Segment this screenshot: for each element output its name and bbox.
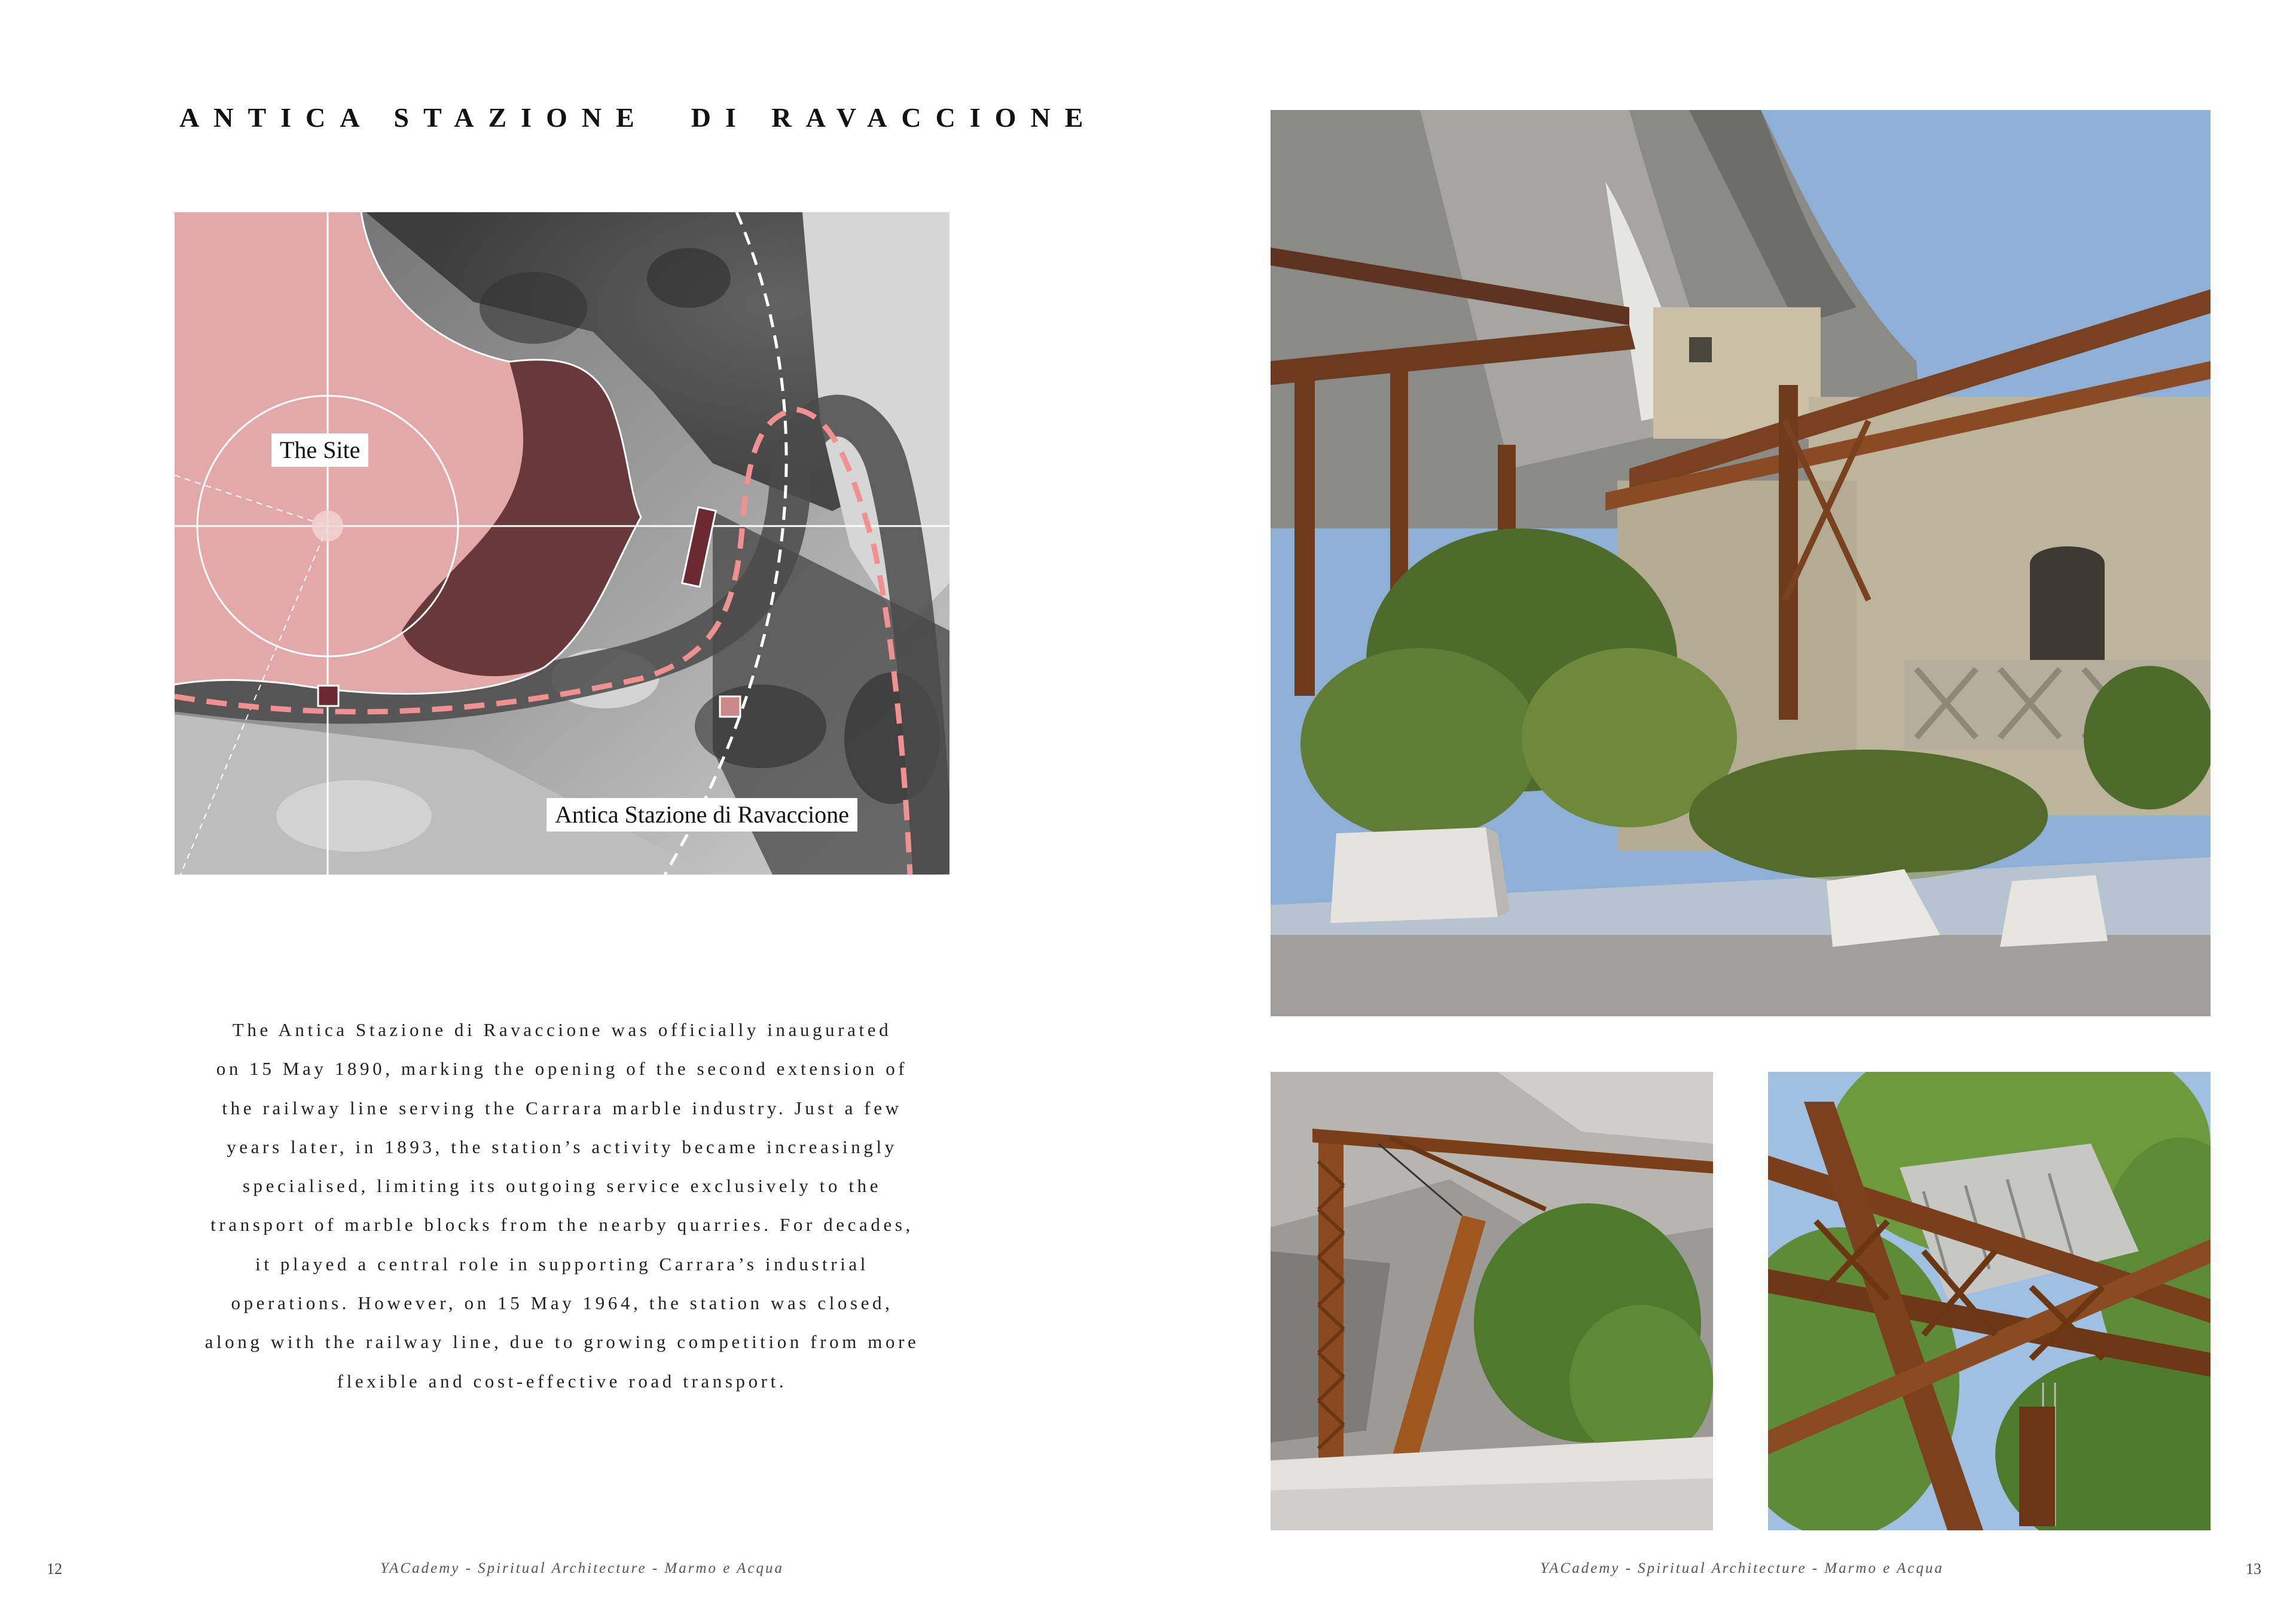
body-line: years later, in 1893, the station’s activity became increasingly xyxy=(227,1136,897,1157)
body-line: transport of marble blocks from the nearby quarries. For decades, xyxy=(210,1214,914,1236)
body-line: operations. However, on 15 May 1964, the station was closed, xyxy=(231,1292,893,1314)
footer-caption-left: YACademy - Spiritual Architecture - Marmo e Acqua xyxy=(380,1560,784,1576)
page-number-right: 13 xyxy=(2246,1560,2261,1578)
rusty-structure-photo xyxy=(1768,1072,2210,1530)
rusty-crane-photo xyxy=(1271,1072,1713,1530)
aerial-map-image xyxy=(175,212,949,875)
body-line: specialised, limiting its outgoing service exclusively to the xyxy=(242,1175,882,1197)
footer-caption-right: YACademy - Spiritual Architecture - Marmo e Acqua xyxy=(1540,1560,1944,1576)
page-title: ANTICA STAZIONE DI RAVACCIONE xyxy=(179,102,1098,133)
body-paragraph xyxy=(175,1010,949,1401)
site-map xyxy=(175,212,949,875)
page-number-left: 12 xyxy=(47,1560,62,1578)
map-label-site: The Site xyxy=(271,433,368,467)
body-line: The Antica Stazione di Ravaccione was officially inaugurated xyxy=(232,1019,892,1040)
body-line: on 15 May 1890, marking the opening of the second extension of xyxy=(216,1058,908,1080)
station-building-photo xyxy=(1271,110,2210,1016)
map-label-station: Antica Stazione di Ravaccione xyxy=(546,798,857,832)
body-line: flexible and cost-effective road transport. xyxy=(337,1370,787,1392)
body-line: it played a central role in supporting Carrara’s industrial xyxy=(255,1253,869,1274)
body-line: the railway line serving the Carrara marble industry. Just a few xyxy=(222,1097,902,1118)
body-line: along with the railway line, due to growing competition from more xyxy=(204,1331,920,1353)
